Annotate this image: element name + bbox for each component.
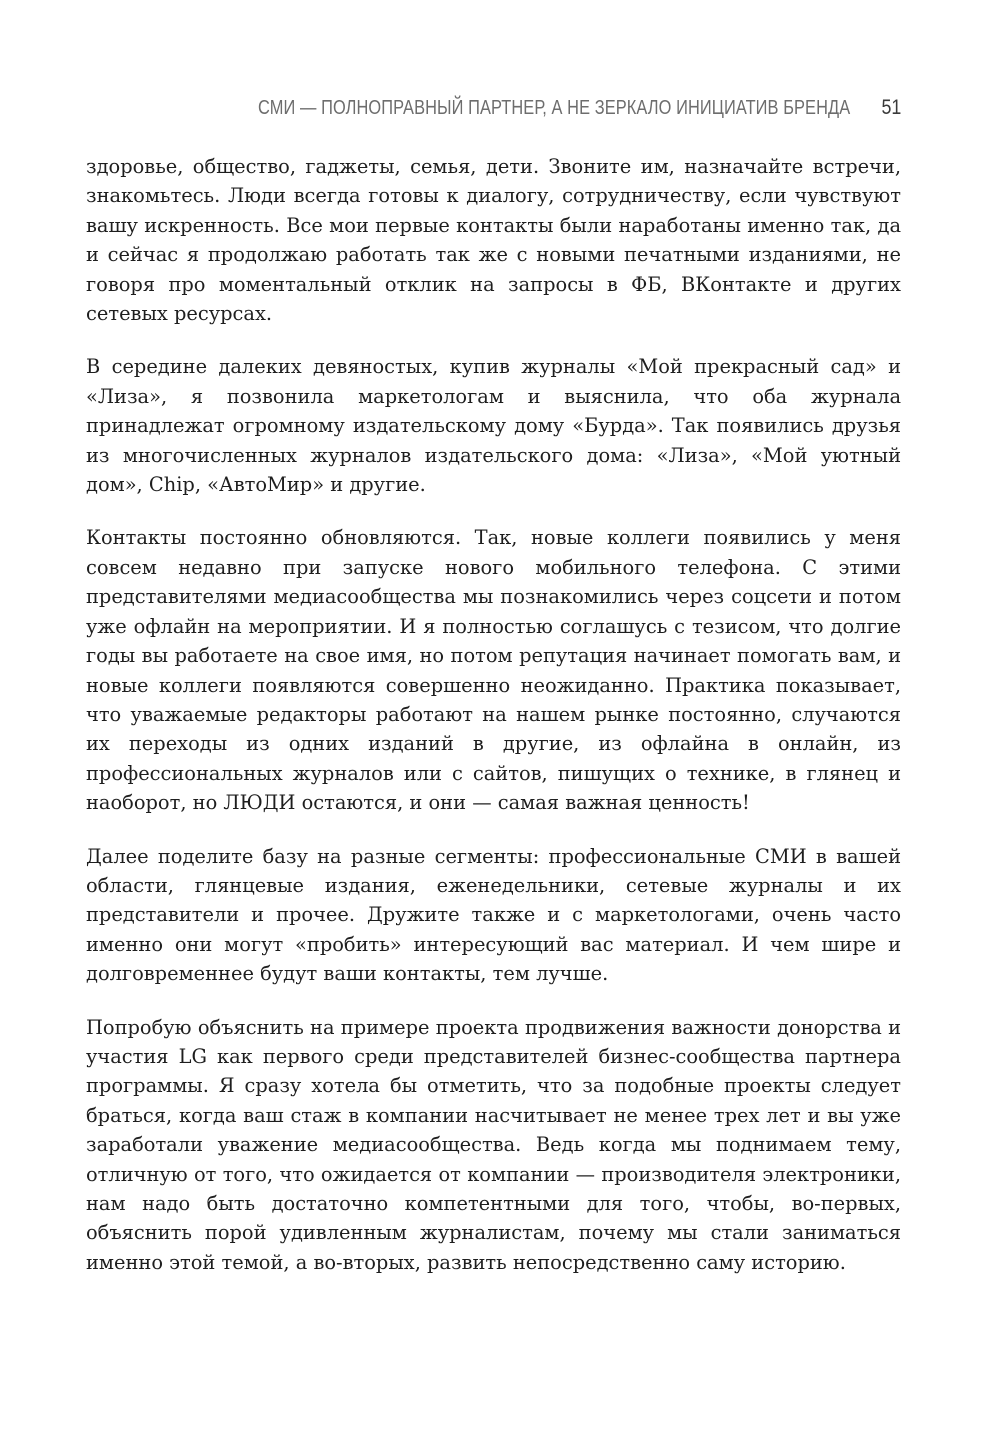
paragraph: В середине далеких девяностых, купив журналы «Мой прекрасный сад» и «Лиза», я позвонила маркетологам и выяснила, что оба журнала принадлежат огромному издательскому дому «Бурда». Так появились друзья из многочисленных журналов издательского дома: «Лиза», «Мой уютный дом», Chip, «АвтоМир» и другие. [86,355,901,497]
running-header [86,96,901,128]
paragraph: Контакты постоянно обновляются. Так, новые коллеги появились у меня совсем недавно при запуске нового мобильного телефона. С этими представителями медиасообщества мы познакомились через соцсети и потом уже офлайн на мероприятии. И я полностью соглашусь с тезисом, что долгие годы вы работаете на свое имя, но потом репутация начинает помогать вам, и новые коллеги появляются совершенно неожиданно. Практика показывает, что уважаемые редакторы работают на нашем рынке постоянно, случаются их переходы из одних изданий в другие, из офлайна в онлайн, из профессиональных журналов или с сайтов, пишущих о технике, в глянец и наоборот, но ЛЮДИ остаются, и они — самая важная ценность! [86,526,901,815]
body-text [86,152,901,1277]
paragraph: Далее поделите базу на разные сегменты: профессиональные СМИ в вашей области, глянцевые издания, еженедельники, сетевые журналы и их представители и прочее. Дружите также и с маркетологами, очень часто именно они могут «пробить» интересующий вас материал. И чем шире и долговременнее будут ваши контакты, тем лучше. [86,844,901,986]
running-title: СМИ — ПОЛНОПРАВНЫЙ ПАРТНЕР, А НЕ ЗЕРКАЛО ИНИЦИАТИВ БРЕНДА [258,96,851,119]
paragraph: Попробую объяснить на примере проекта продвижения важности донорства и участия LG как первого среди представителей бизнес-сообщества партнера программы. Я сразу хотела бы отметить, что за подобные проекты следует браться, когда ваш стаж в компании насчитывает не менее трех лет и вы уже заработали уважение медиасообщества. Ведь когда мы поднимаем тему, отличную от того, что ожидается от компании — производителя электроники, нам надо быть достаточно компетентными для того, чтобы, во-первых, объяснить порой удивленным журналистам, почему мы стали заниматься именно этой темой, а во-вторых, развить непосредственно саму историю. [86,1015,901,1274]
page-number: 51 [881,96,901,119]
paragraph: здоровье, общество, гаджеты, семья, дети. Звоните им, назначайте встречи, знакомьтесь. Люди всегда готовы к диалогу, сотрудничеству, если чувствуют вашу искренность. Все мои первые контакты были наработаны именно так, да и сейчас я продолжаю работать так же с новыми печатными изданиями, не говоря про моментальный отклик на запросы в ФБ, ВКонтакте и других сетевых ресурсах. [86,155,901,326]
